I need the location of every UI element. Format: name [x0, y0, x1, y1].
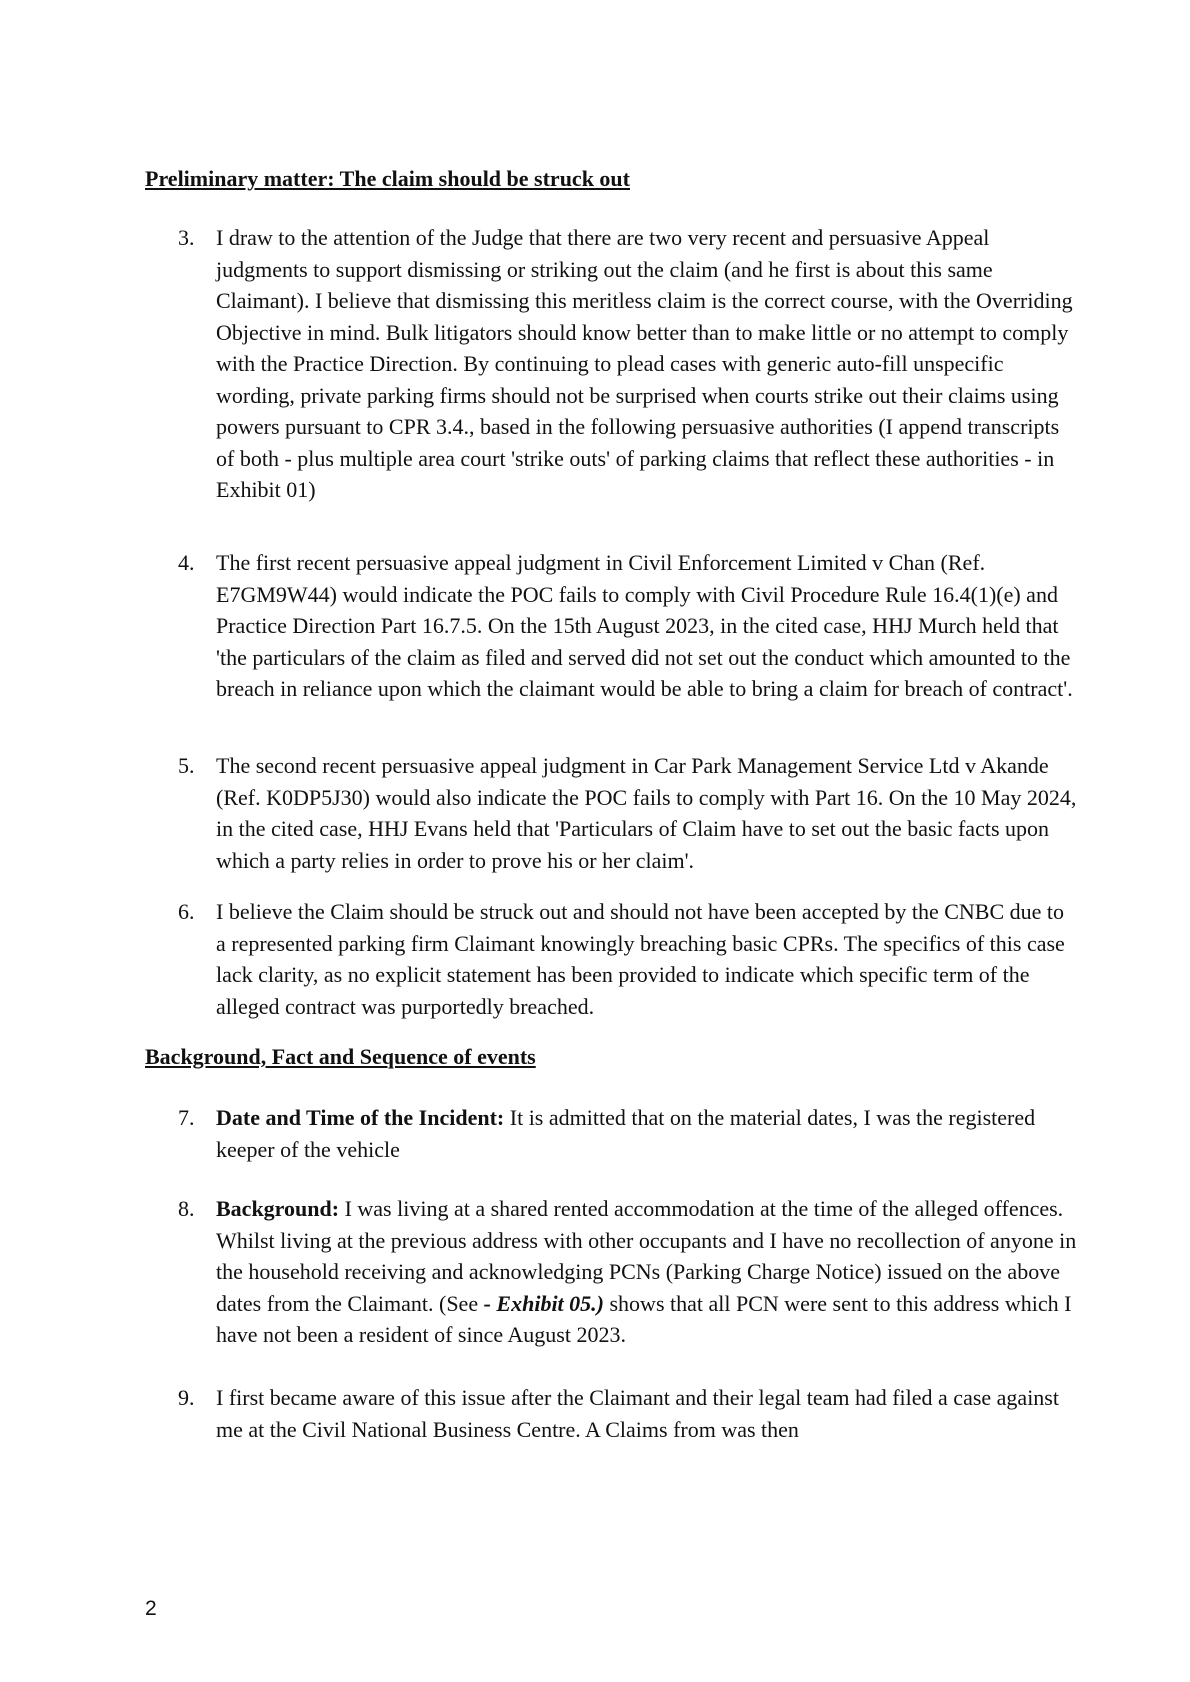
paragraph-9 [178, 1382, 1078, 1445]
section-heading-background: Background, Fact and Sequence of events [145, 1044, 536, 1069]
paragraph-8 [178, 1193, 1078, 1351]
paragraph-number: 8. [178, 1196, 195, 1221]
paragraph-text: The second recent persuasive appeal judgment in Car Park Management Service Ltd v Akande (Ref. K0DP5J30) would also indicate the POC fails to comply with Part 16. On the 10 May 2024, in the cited case, HHJ Evans held that 'Particulars of Claim have to set out the basic facts upon which a party relies in order to prove his or her claim'. [216, 753, 1077, 873]
paragraph-text [216, 1193, 1078, 1351]
paragraph-body: It is admitted that on the material dates, I was the registered keeper of the vehicle [216, 1105, 1036, 1162]
paragraph-number: 4. [178, 550, 195, 575]
paragraph-body: I was living at a shared rented accommodation at the time of the alleged offences. Whilst living at the previous address with other occupants and I have no recollection of anyone in the household receiving and acknowledging PCNs (Parking Charge Notice) issued on the above dates from the Claimant. (See [216, 1196, 1077, 1316]
page-number: 2 [145, 1597, 157, 1620]
paragraph-text: The first recent persuasive appeal judgment in Civil Enforcement Limited v Chan (Ref. E7GM9W44) would indicate the POC fails to comply with Civil Procedure Rule 16.4(1)(e) and Practice Direction Part 16.7.5. On the 15th August 2023, in the cited case, HHJ Murch held that 'the particulars of the claim as filed and served did not set out the conduct which amounted to the breach in reliance upon which the claimant would be able to bring a claim for breach of contract'. [216, 550, 1073, 701]
paragraph-5 [178, 750, 1078, 876]
paragraph-text: I draw to the attention of the Judge that there are two very recent and persuasive Appeal judgments to support dismissing or striking out the claim (and he first is about this same Claimant). I believe that dismissing this meritless claim is the correct course, with the Overriding Objective in mind. Bulk litigators should know better than to make little or no attempt to comply with the Practice Direction. By continuing to plead cases with generic auto-fill unspecific wording, private parking firms should not be surprised when courts strike out their claims using powers pursuant to CPR 3.4., based in the following persuasive authorities (I append transcripts of both - plus multiple area court 'strike outs' of parking claims that reflect these authorities - in Exhibit 01) [216, 225, 1073, 502]
paragraph-text: I first became aware of this issue after the Claimant and their legal team had filed a case against me at the Civil National Business Centre. A Claims from was then [216, 1385, 1059, 1442]
paragraph-body-continued: shows that all PCN were sent to this address which I have not been a resident of since August 2023. [216, 1290, 1072, 1347]
paragraph-number: 6. [178, 899, 195, 924]
section-heading-preliminary: Preliminary matter: The claim should be struck out [145, 166, 630, 191]
paragraph-lead: Date and Time of the Incident: [216, 1105, 505, 1130]
exhibit-reference: - Exhibit 05.) [483, 1290, 604, 1316]
paragraph-number: 9. [178, 1385, 195, 1410]
paragraph-text [216, 1102, 1078, 1165]
paragraph-number: 7. [178, 1105, 195, 1130]
paragraph-7 [178, 1102, 1078, 1165]
paragraph-6 [178, 896, 1078, 1022]
paragraph-4 [178, 547, 1078, 705]
paragraph-number: 5. [178, 753, 195, 778]
paragraph-number: 3. [178, 225, 195, 250]
paragraph-3 [178, 222, 1078, 506]
paragraph-lead: Background: [216, 1196, 340, 1221]
paragraph-text: I believe the Claim should be struck out and should not have been accepted by the CNBC due to a represented parking firm Claimant knowingly breaching basic CPRs. The specifics of this case lack clarity, as no explicit statement has been provided to indicate which specific term of the alleged contract was purportedly breached. [216, 899, 1065, 1019]
